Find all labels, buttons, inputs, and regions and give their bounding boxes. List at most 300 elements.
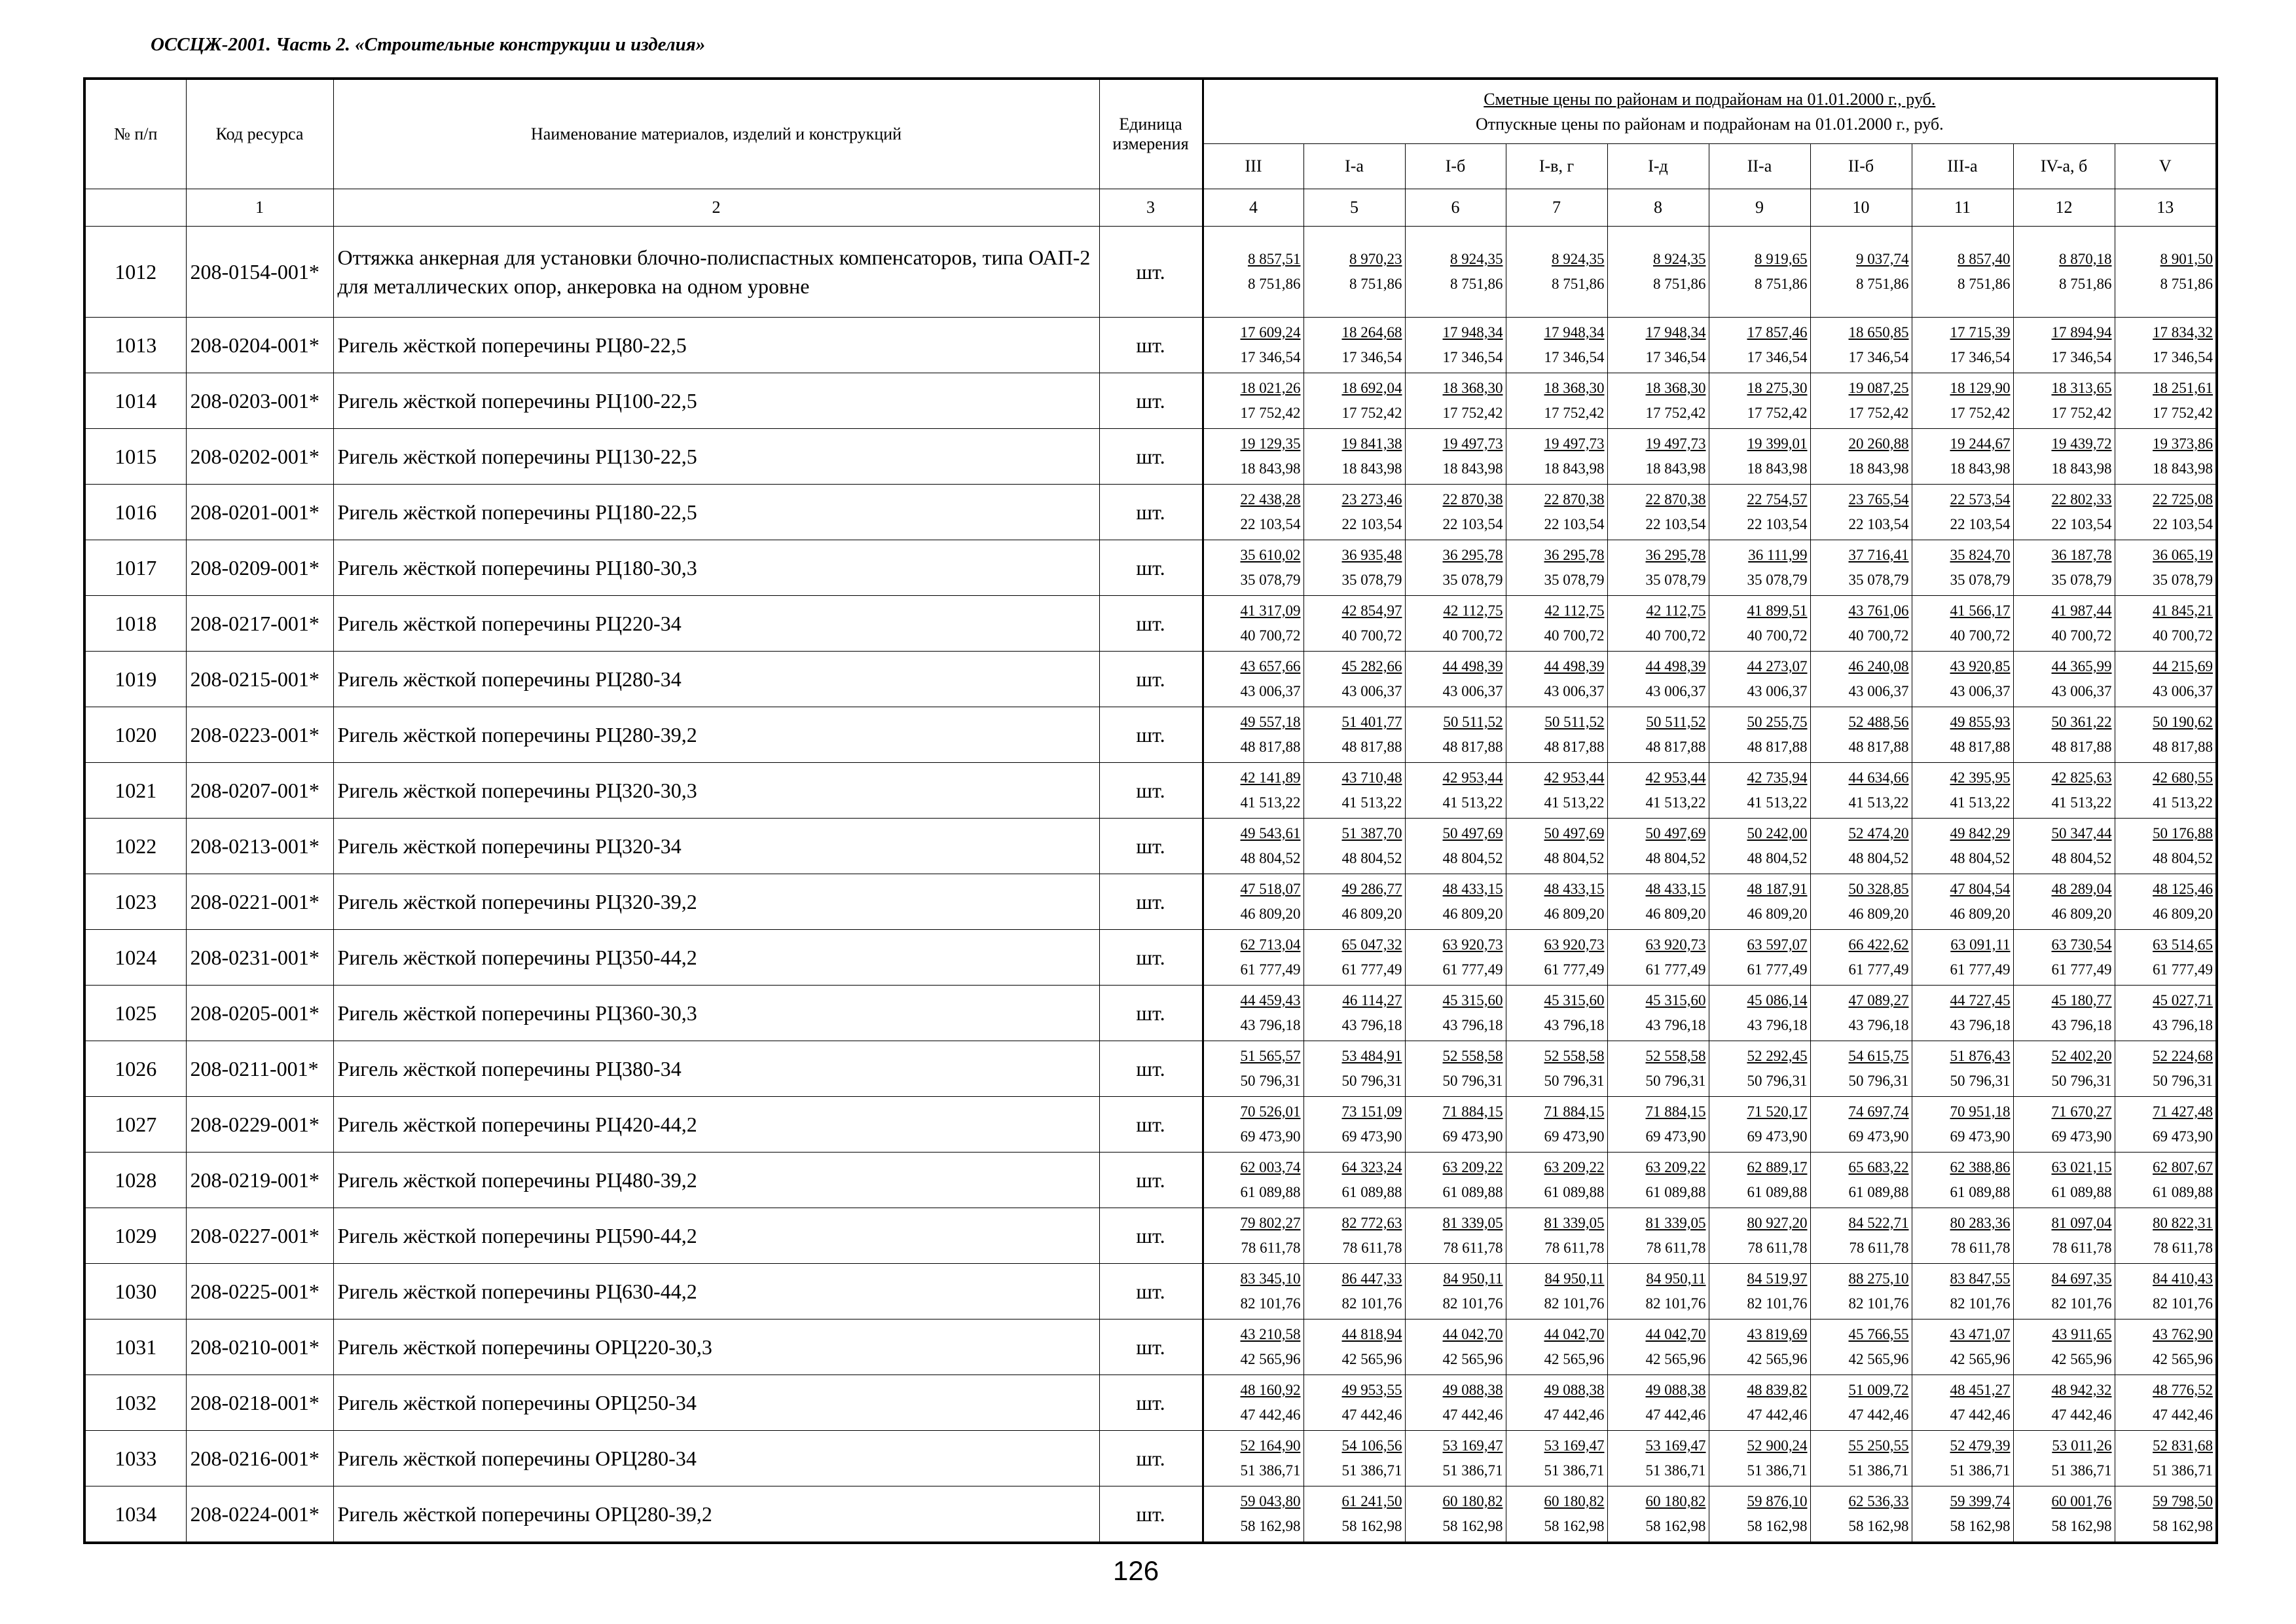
estimate-price: 50 511,52: [1544, 714, 1605, 730]
item-name: Ригель жёсткой поперечины РЦ380-34: [333, 1041, 1099, 1097]
release-price: 78 611,78: [1443, 1240, 1503, 1256]
price-cell: [1607, 930, 1709, 986]
estimate-price: 17 948,34: [1544, 324, 1605, 341]
estimate-price: 49 855,93: [1950, 714, 2011, 730]
row-number: 1028: [84, 1153, 186, 1208]
estimate-price: 45 180,77: [2051, 992, 2112, 1008]
price-cell: [1506, 986, 1607, 1041]
estimate-price: 18 692,04: [1341, 380, 1402, 396]
price-cell: [1203, 1041, 1303, 1097]
release-price: 18 843,98: [1747, 460, 1808, 477]
region-header: III-а: [1912, 144, 2013, 189]
price-cell: [1203, 318, 1303, 373]
price-cell: [1709, 1431, 1810, 1486]
release-price: 46 809,20: [2051, 906, 2112, 922]
release-price: 61 089,88: [1544, 1184, 1605, 1200]
release-price: 51 386,71: [2153, 1462, 2214, 1479]
resource-code: 208-0213-001*: [186, 819, 333, 874]
release-price: 43 796,18: [2153, 1017, 2214, 1033]
row-number: 1034: [84, 1486, 186, 1543]
price-cell: [1303, 652, 1405, 707]
estimate-price: 62 807,67: [2153, 1159, 2214, 1175]
price-cell: [1203, 652, 1303, 707]
release-price: 47 442,46: [1950, 1407, 2011, 1423]
estimate-price: 36 935,48: [1341, 547, 1402, 563]
price-cell: [2115, 819, 2217, 874]
estimate-price: 59 798,50: [2153, 1493, 2214, 1509]
item-name: Ригель жёсткой поперечины РЦ630-44,2: [333, 1264, 1099, 1320]
release-price: 69 473,90: [2153, 1128, 2214, 1145]
release-price: 43 006,37: [1544, 683, 1605, 699]
price-cell: [1912, 596, 2013, 652]
release-price: 42 565,96: [2051, 1351, 2112, 1367]
price-cell: [1709, 540, 1810, 596]
table-row: [84, 707, 2217, 763]
estimate-price: 50 497,69: [1645, 825, 1706, 841]
release-price: 61 089,88: [1645, 1184, 1706, 1200]
price-cell: [2013, 1431, 2115, 1486]
release-price: 42 565,96: [1747, 1351, 1808, 1367]
row-number: 1014: [84, 373, 186, 429]
table-row: [84, 874, 2217, 930]
price-cell: [1709, 707, 1810, 763]
release-price: 61 777,49: [1645, 961, 1706, 978]
price-cell: [1405, 1431, 1506, 1486]
release-price: 18 843,98: [1950, 460, 2011, 477]
column-number: 9: [1709, 189, 1810, 227]
table-row: [84, 373, 2217, 429]
release-price: 41 513,22: [1442, 794, 1503, 811]
estimate-price: 35 610,02: [1240, 547, 1301, 563]
estimate-price: 59 876,10: [1747, 1493, 1808, 1509]
row-number: 1027: [84, 1097, 186, 1153]
estimate-price: 44 498,39: [1442, 658, 1503, 674]
price-cell: [1303, 930, 1405, 986]
release-price: 17 346,54: [1240, 349, 1301, 365]
price-cell: [1203, 1375, 1303, 1431]
page-number: 126: [1113, 1555, 1159, 1586]
estimate-price: 71 670,27: [2051, 1103, 2112, 1120]
price-cell: [1912, 540, 2013, 596]
estimate-price: 79 802,27: [1240, 1215, 1301, 1231]
price-cell: [1506, 1041, 1607, 1097]
estimate-price: 59 043,80: [1240, 1493, 1301, 1509]
release-price: 40 700,72: [2153, 627, 2214, 644]
price-cell: [1810, 429, 1912, 485]
price-cell: [1303, 1375, 1405, 1431]
price-cell: [1203, 819, 1303, 874]
estimate-price: 42 395,95: [1950, 769, 2011, 786]
estimate-price: 8 870,18: [2059, 251, 2112, 267]
price-cell: [1506, 1208, 1607, 1264]
resource-code: 208-0218-001*: [186, 1375, 333, 1431]
price-cell: [1810, 1264, 1912, 1320]
price-cell: [1405, 1041, 1506, 1097]
release-price: 82 101,76: [1442, 1295, 1503, 1312]
release-price: 82 101,76: [1341, 1295, 1402, 1312]
estimate-price: 41 845,21: [2153, 602, 2214, 619]
estimate-price: 70 951,18: [1950, 1103, 2011, 1120]
estimate-price: 84 950,11: [1646, 1270, 1706, 1287]
price-cell: [1506, 1264, 1607, 1320]
column-number: 8: [1607, 189, 1709, 227]
resource-code: 208-0224-001*: [186, 1486, 333, 1543]
release-price: 35 078,79: [1341, 572, 1402, 588]
price-cell: [2115, 986, 2217, 1041]
release-price: 58 162,98: [1240, 1518, 1301, 1534]
release-price: 48 804,52: [1341, 850, 1402, 866]
estimate-price: 45 315,60: [1544, 992, 1605, 1008]
price-cell: [1912, 1208, 2013, 1264]
price-cell: [1810, 1153, 1912, 1208]
price-cell: [1303, 540, 1405, 596]
price-cell: [2115, 1431, 2217, 1486]
release-price: 46 809,20: [1240, 906, 1301, 922]
release-price: 35 078,79: [1645, 572, 1706, 588]
price-cell: [1506, 1431, 1607, 1486]
estimate-price: 66 422,62: [1848, 936, 1909, 953]
price-cell: [1203, 874, 1303, 930]
estimate-price: 61 241,50: [1341, 1493, 1402, 1509]
estimate-price: 51 009,72: [1848, 1382, 1909, 1398]
estimate-price: 73 151,09: [1341, 1103, 1402, 1120]
price-cell: [1912, 930, 2013, 986]
release-price: 18 843,98: [1544, 460, 1605, 477]
price-cell: [1810, 1431, 1912, 1486]
estimate-price: 18 313,65: [2051, 380, 2112, 396]
table-row: [84, 1097, 2217, 1153]
release-price: 17 346,54: [1848, 349, 1909, 365]
item-name: Ригель жёсткой поперечины РЦ180-30,3: [333, 540, 1099, 596]
price-cell: [2115, 1153, 2217, 1208]
release-price: 17 346,54: [1544, 349, 1605, 365]
estimate-price: 52 164,90: [1240, 1437, 1301, 1454]
estimate-price: 70 526,01: [1240, 1103, 1301, 1120]
item-name: Ригель жёсткой поперечины ОРЦ280-34: [333, 1431, 1099, 1486]
estimate-price: 88 275,10: [1848, 1270, 1909, 1287]
release-price: 35 078,79: [2153, 572, 2214, 588]
release-price: 8 751,86: [1755, 276, 1808, 292]
estimate-price: 49 543,61: [1240, 825, 1301, 841]
release-price: 47 442,46: [1544, 1407, 1605, 1423]
price-cell: [1303, 429, 1405, 485]
release-price: 43 796,18: [1442, 1017, 1503, 1033]
estimate-price: 8 970,23: [1349, 251, 1402, 267]
release-price: 47 442,46: [1341, 1407, 1402, 1423]
unit: шт.: [1099, 429, 1203, 485]
estimate-price: 41 317,09: [1240, 602, 1301, 619]
price-cell: [1607, 1208, 1709, 1264]
estimate-price: 36 295,78: [1645, 547, 1706, 563]
release-price: 43 796,18: [1341, 1017, 1402, 1033]
price-cell: [1203, 429, 1303, 485]
release-price: 61 089,88: [1950, 1184, 2011, 1200]
unit: шт.: [1099, 763, 1203, 819]
price-cell: [2115, 373, 2217, 429]
estimate-price: 22 725,08: [2153, 491, 2214, 507]
price-cell: [1810, 596, 1912, 652]
release-price: 61 089,88: [1848, 1184, 1909, 1200]
price-cell: [2013, 1486, 2115, 1543]
release-price: 43 006,37: [1950, 683, 2011, 699]
price-cell: [1709, 1375, 1810, 1431]
table-row: [84, 1153, 2217, 1208]
estimate-price: 19 841,38: [1341, 435, 1402, 452]
price-cell: [1506, 1153, 1607, 1208]
estimate-price: 18 021,26: [1240, 380, 1301, 396]
release-price: 48 817,88: [1645, 739, 1706, 755]
estimate-price: 81 339,05: [1645, 1215, 1706, 1231]
estimate-price: 52 479,39: [1950, 1437, 2011, 1454]
release-price: 22 103,54: [1341, 516, 1402, 532]
estimate-price: 84 410,43: [2153, 1270, 2214, 1287]
estimate-price: 60 180,82: [1544, 1493, 1605, 1509]
price-cell: [1203, 1486, 1303, 1543]
price-cell: [1506, 540, 1607, 596]
row-number: 1013: [84, 318, 186, 373]
release-price: 46 809,20: [1341, 906, 1402, 922]
estimate-price: 48 160,92: [1240, 1382, 1301, 1398]
price-cell: [1405, 707, 1506, 763]
unit: шт.: [1099, 1320, 1203, 1375]
estimate-price: 19 129,35: [1240, 435, 1301, 452]
release-price: 61 777,49: [1240, 961, 1301, 978]
row-number: 1025: [84, 986, 186, 1041]
release-price: 17 752,42: [1442, 405, 1503, 421]
price-cell: [1506, 930, 1607, 986]
estimate-price: 84 950,11: [1443, 1270, 1503, 1287]
estimate-price: 44 498,39: [1544, 658, 1605, 674]
estimate-price: 18 264,68: [1341, 324, 1402, 341]
price-cell: [1709, 373, 1810, 429]
release-price: 22 103,54: [2153, 516, 2214, 532]
resource-code: 208-0211-001*: [186, 1041, 333, 1097]
price-cell: [2115, 540, 2217, 596]
estimate-price: 18 368,30: [1645, 380, 1706, 396]
release-price: 61 089,88: [1442, 1184, 1503, 1200]
estimate-price: 62 003,74: [1240, 1159, 1301, 1175]
release-price: 17 346,54: [2051, 349, 2112, 365]
release-price: 58 162,98: [2051, 1518, 2112, 1534]
estimate-price: 22 870,38: [1544, 491, 1605, 507]
release-price: 8 751,86: [2160, 276, 2214, 292]
price-cell: [1607, 373, 1709, 429]
price-cell: [1303, 1486, 1405, 1543]
release-price: 78 611,78: [2052, 1240, 2112, 1256]
release-price: 22 103,54: [1544, 516, 1605, 532]
release-price: 17 346,54: [1747, 349, 1808, 365]
resource-code: 208-0203-001*: [186, 373, 333, 429]
price-cell: [1810, 874, 1912, 930]
row-number: 1022: [84, 819, 186, 874]
release-price: 48 817,88: [2051, 739, 2112, 755]
price-cell: [1303, 1264, 1405, 1320]
release-price: 43 006,37: [2051, 683, 2112, 699]
estimate-price: 41 566,17: [1950, 602, 2011, 619]
price-cell: [1607, 540, 1709, 596]
release-price: 35 078,79: [1950, 572, 2011, 588]
estimate-price: 43 710,48: [1341, 769, 1402, 786]
estimate-price: 18 650,85: [1848, 324, 1909, 341]
price-cell: [2013, 763, 2115, 819]
release-price: 48 817,88: [1848, 739, 1909, 755]
release-price: 78 611,78: [1544, 1240, 1605, 1256]
unit: шт.: [1099, 596, 1203, 652]
estimate-price: 42 680,55: [2153, 769, 2214, 786]
price-cell: [1203, 485, 1303, 540]
estimate-price: 86 447,33: [1341, 1270, 1402, 1287]
column-number: 10: [1810, 189, 1912, 227]
estimate-price: 22 802,33: [2051, 491, 2112, 507]
release-price: 58 162,98: [1747, 1518, 1808, 1534]
unit: шт.: [1099, 652, 1203, 707]
price-cell: [1203, 227, 1303, 318]
estimate-price: 8 924,35: [1653, 251, 1706, 267]
unit: шт.: [1099, 707, 1203, 763]
resource-code: 208-0229-001*: [186, 1097, 333, 1153]
price-cell: [1203, 540, 1303, 596]
table-row: [84, 652, 2217, 707]
price-cell: [1810, 1208, 1912, 1264]
estimate-price: 63 021,15: [2051, 1159, 2112, 1175]
item-name: Ригель жёсткой поперечины РЦ420-44,2: [333, 1097, 1099, 1153]
item-name: Ригель жёсткой поперечины РЦ130-22,5: [333, 429, 1099, 485]
resource-code: 208-0225-001*: [186, 1264, 333, 1320]
price-cell: [1810, 1041, 1912, 1097]
estimate-price: 44 215,69: [2153, 658, 2214, 674]
release-price: 17 752,42: [1645, 405, 1706, 421]
price-cell: [1506, 227, 1607, 318]
price-cell: [1203, 930, 1303, 986]
item-name: Ригель жёсткой поперечины РЦ480-39,2: [333, 1153, 1099, 1208]
estimate-price: 19 087,25: [1848, 380, 1909, 396]
release-price: 42 565,96: [1544, 1351, 1605, 1367]
estimate-price: 64 323,24: [1341, 1159, 1402, 1175]
price-cell: [1203, 373, 1303, 429]
price-cell: [1607, 1097, 1709, 1153]
release-price: 46 809,20: [1848, 906, 1909, 922]
item-name: Ригель жёсткой поперечины РЦ350-44,2: [333, 930, 1099, 986]
release-price: 46 809,20: [1747, 906, 1808, 922]
release-price: 61 777,49: [2153, 961, 2214, 978]
estimate-price: 45 086,14: [1747, 992, 1808, 1008]
release-price: 58 162,98: [2153, 1518, 2214, 1534]
price-cell: [2013, 318, 2115, 373]
price-cell: [1607, 1041, 1709, 1097]
row-number: 1019: [84, 652, 186, 707]
estimate-price: 48 433,15: [1544, 881, 1605, 897]
release-price: 82 101,76: [1645, 1295, 1706, 1312]
estimate-price: 19 244,67: [1950, 435, 2011, 452]
estimate-price: 44 459,43: [1240, 992, 1301, 1008]
estimate-price: 71 884,15: [1645, 1103, 1706, 1120]
item-name: Ригель жёсткой поперечины ОРЦ280-39,2: [333, 1486, 1099, 1543]
release-price: 51 386,71: [1848, 1462, 1909, 1479]
estimate-price: 44 042,70: [1544, 1326, 1605, 1342]
price-cell: [2115, 1486, 2217, 1543]
estimate-price: 48 839,82: [1747, 1382, 1808, 1398]
resource-code: 208-0216-001*: [186, 1431, 333, 1486]
release-price: 8 751,86: [2059, 276, 2112, 292]
estimate-price: 43 819,69: [1747, 1326, 1808, 1342]
release-price: 51 386,71: [1240, 1462, 1301, 1479]
unit: шт.: [1099, 1431, 1203, 1486]
release-price: 35 078,79: [1240, 572, 1301, 588]
price-cell: [1303, 1208, 1405, 1264]
estimate-price: 8 857,51: [1248, 251, 1301, 267]
price-cell: [1810, 763, 1912, 819]
estimate-price: 55 250,55: [1848, 1437, 1909, 1454]
price-cell: [1506, 1375, 1607, 1431]
release-price: 43 006,37: [1341, 683, 1402, 699]
release-price: 41 513,22: [1747, 794, 1808, 811]
price-cell: [1405, 652, 1506, 707]
estimate-price: 43 210,58: [1240, 1326, 1301, 1342]
price-cell: [1810, 819, 1912, 874]
estimate-price: 50 497,69: [1442, 825, 1503, 841]
estimate-price: 17 715,39: [1950, 324, 2011, 341]
estimate-price: 59 399,74: [1950, 1493, 2011, 1509]
estimate-price: 23 273,46: [1341, 491, 1402, 507]
price-cell: [1709, 1153, 1810, 1208]
release-price: 48 817,88: [1544, 739, 1605, 755]
release-price: 69 473,90: [1341, 1128, 1402, 1145]
estimate-price: 19 497,73: [1442, 435, 1503, 452]
region-header: I-а: [1303, 144, 1405, 189]
row-number: 1015: [84, 429, 186, 485]
estimate-price: 44 042,70: [1645, 1326, 1706, 1342]
price-cell: [1709, 429, 1810, 485]
estimate-price: 45 315,60: [1645, 992, 1706, 1008]
price-cell: [2115, 652, 2217, 707]
table-row: [84, 540, 2217, 596]
release-price: 42 565,96: [2153, 1351, 2214, 1367]
estimate-price: 37 716,41: [1848, 547, 1909, 563]
release-price: 82 101,76: [1747, 1295, 1808, 1312]
release-price: 58 162,98: [1544, 1518, 1605, 1534]
price-cell: [1506, 819, 1607, 874]
estimate-price: 19 373,86: [2153, 435, 2214, 452]
region-header: II-б: [1810, 144, 1912, 189]
price-cell: [1709, 874, 1810, 930]
row-number: 1018: [84, 596, 186, 652]
release-price: 48 817,88: [2153, 739, 2214, 755]
price-cell: [2115, 227, 2217, 318]
estimate-price: 52 292,45: [1747, 1048, 1808, 1064]
table-row: [84, 1486, 2217, 1543]
price-cell: [1709, 652, 1810, 707]
estimate-price: 48 942,32: [2051, 1382, 2112, 1398]
price-cell: [1607, 819, 1709, 874]
release-price: 51 386,71: [1544, 1462, 1605, 1479]
table-row: [84, 1041, 2217, 1097]
release-price: 69 473,90: [1442, 1128, 1503, 1145]
release-price: 41 513,22: [1341, 794, 1402, 811]
price-cell: [1607, 763, 1709, 819]
region-header: I-д: [1607, 144, 1709, 189]
release-price: 51 386,71: [1645, 1462, 1706, 1479]
release-price: 18 843,98: [1848, 460, 1909, 477]
release-price: 22 103,54: [1645, 516, 1706, 532]
release-price: 40 700,72: [1442, 627, 1503, 644]
table-row: [84, 819, 2217, 874]
price-cell: [1506, 707, 1607, 763]
price-cell: [1912, 318, 2013, 373]
release-price: 82 101,76: [1544, 1295, 1605, 1312]
release-price: 43 006,37: [1645, 683, 1706, 699]
estimate-price: 42 112,75: [1544, 602, 1605, 619]
release-price: 8 751,86: [1653, 276, 1706, 292]
